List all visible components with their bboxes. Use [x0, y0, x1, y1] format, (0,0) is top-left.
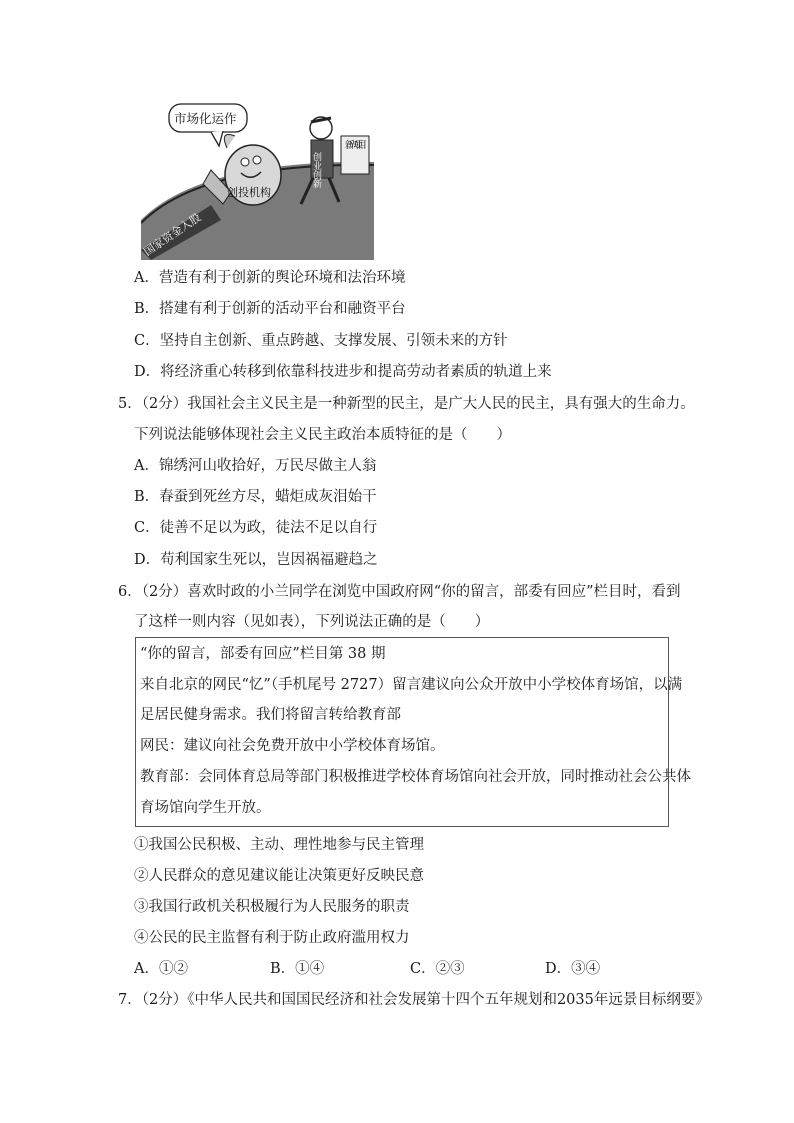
q6-stem-line2: 了这样一则内容（见如表），下列说法正确的是（ ） — [134, 614, 490, 630]
q6-option-a[interactable]: A．①② — [134, 961, 188, 977]
q4-option-d[interactable]: D．将经济重心转移到依靠科技进步和提高劳动者素质的轨道上来 — [134, 364, 552, 380]
q5-option-b[interactable]: B．春蚕到死丝方尽，蜡炬成灰泪始干 — [134, 489, 377, 505]
man-shirt-text: 创业创新 — [311, 152, 321, 188]
bubble-tail — [211, 131, 223, 146]
q6-option-b[interactable]: B．①④ — [270, 961, 325, 977]
angel-label: 创投机构 — [227, 186, 271, 199]
q5-option-c[interactable]: C．徒善不足以为政，徒法不足以自行 — [134, 520, 378, 536]
notice-row-2: 来自北京的网民“忆”（手机尾号 2727）留言建议向公众开放中小学校体育场馆，以满 — [140, 677, 683, 693]
sign-text: 新兴项目 — [345, 140, 367, 151]
q6-stem-line1: 6．（2分）喜欢时政的小兰同学在浏览中国政府网“你的留言，部委有回应”栏目时，看到 — [118, 584, 681, 600]
q7-stem-line1: 7．（2分）《中华人民共和国国民经济和社会发展第十四个五年规划和2035年远景目标纲要》 — [118, 992, 710, 1008]
q6-statement-4: ④公民的民主监督有利于防止政府滥用权力 — [134, 930, 410, 946]
q5-option-d[interactable]: D．苟利国家生死以，岂因祸福避趋之 — [134, 552, 378, 568]
q6-statement-2: ②人民群众的意见建议能让决策更好反映民意 — [134, 868, 424, 884]
notice-row-3: 足居民健身需求。我们将留言转给教育部 — [140, 707, 401, 723]
angel-eye-right — [253, 156, 261, 164]
message-notice-table — [135, 637, 691, 827]
notice-row-5: 教育部：会同体育总局等部门积极推进学校体育场馆向社会开放，同时推动社会公共体 — [140, 769, 691, 785]
q4-option-a[interactable]: A．营造有利于创新的舆论环境和法治环境 — [134, 270, 406, 286]
q4-option-b[interactable]: B．搭建有利于创新的活动平台和融资平台 — [134, 301, 406, 317]
notice-row-4: 网民：建议向社会免费开放中小学校体育场馆。 — [140, 738, 445, 754]
notice-row-title: “你的留言，部委有回应”栏目第 38 期 — [140, 646, 386, 662]
q6-option-c[interactable]: C．②③ — [410, 961, 465, 977]
bubble-text: 市场化运作 — [174, 111, 237, 126]
q4-option-c[interactable]: C．坚持自主创新、重点跨越、支撑发展、引领未来的方针 — [134, 333, 508, 349]
q6-statement-3: ③我国行政机关积极履行为人民服务的职责 — [134, 899, 410, 915]
q5-option-a[interactable]: A．锦绣河山收拾好，万民尽做主人翁 — [134, 458, 377, 474]
angel-wing — [224, 135, 235, 149]
angel-eye-left — [241, 158, 249, 166]
notice-row-6: 育场馆向学生开放。 — [140, 800, 271, 816]
q5-stem-line1: 5．（2分）我国社会主义民主是一种新型的民主，是广大人民的民主，具有强大的生命力。 — [118, 396, 695, 412]
q5-stem-line2: 下列说法能够体现社会主义民主政治本质特征的是（ ） — [134, 427, 511, 443]
cartoon-illustration — [141, 100, 374, 260]
q6-option-d[interactable]: D．③④ — [545, 961, 601, 977]
slope-text: 国家资金入股 — [141, 210, 204, 259]
q6-statement-1: ①我国公民积极、主动、理性地参与民主管理 — [134, 837, 424, 853]
